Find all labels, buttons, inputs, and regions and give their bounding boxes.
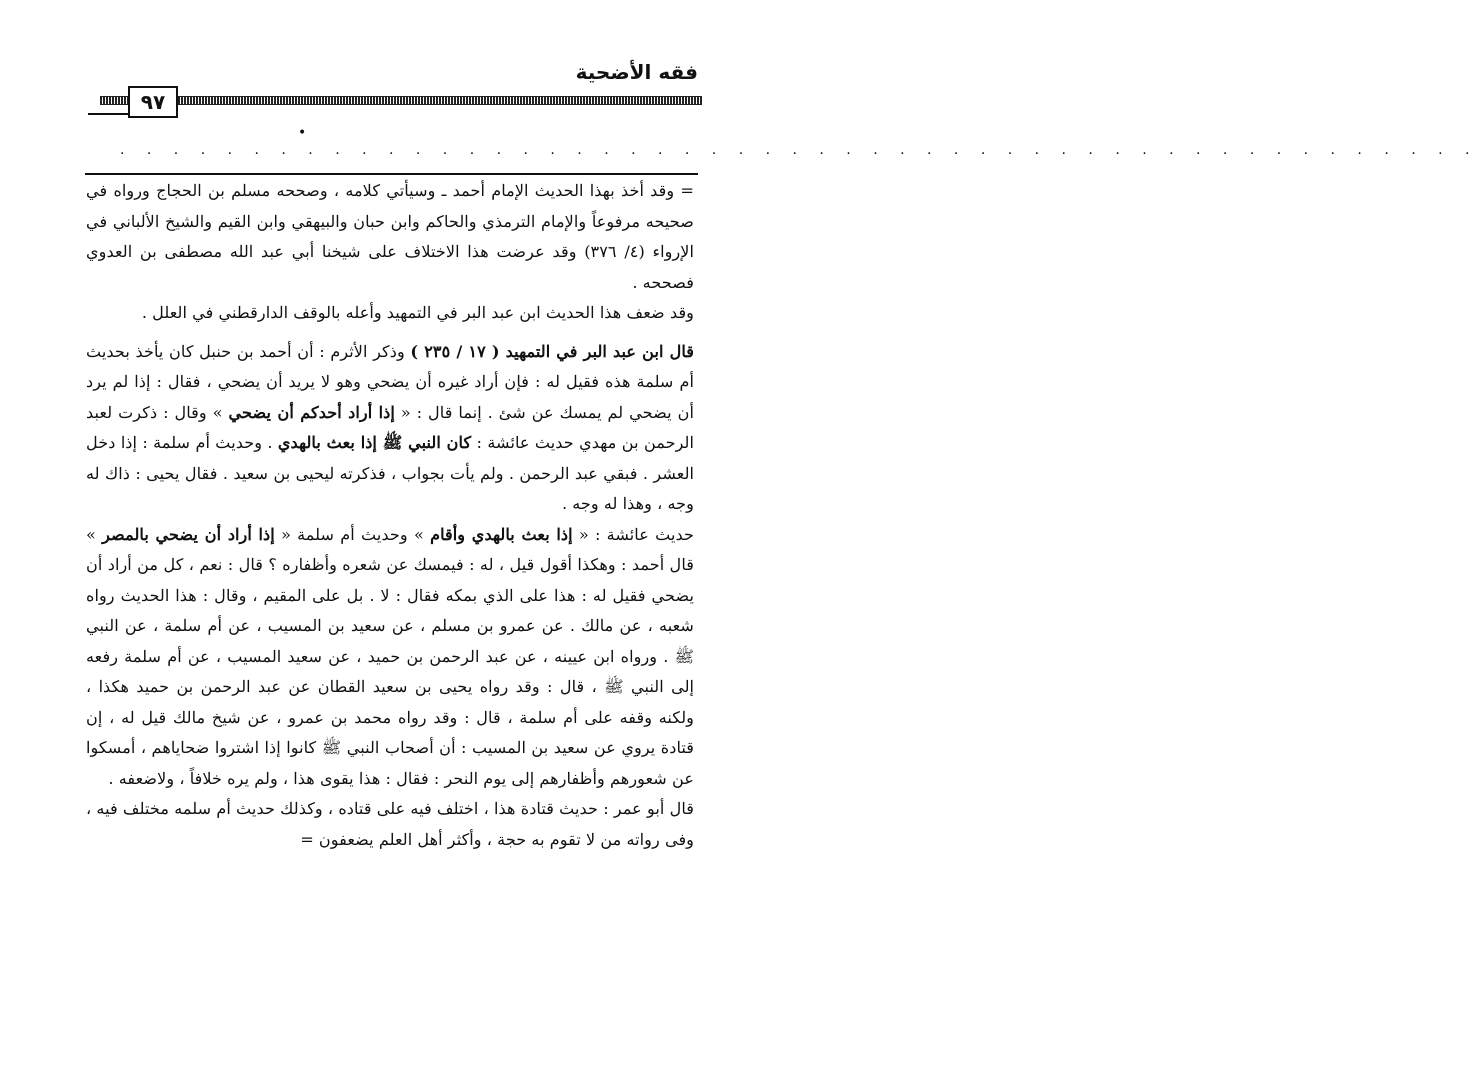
text-run: » وحديث أم سلمة « bbox=[274, 524, 431, 544]
text-run: . وحديث أم سلمة : إذا دخل العشر . فبقي عبد الرحمن . ولم يأت بجواب ، فذكرته ليحيى بن سعيد . فقال يحيى : ذاك له وجه ، وهذا له وجه . bbox=[86, 433, 694, 513]
running-header-title: فقه الأضحية bbox=[575, 60, 698, 84]
text-run: » وقال : ذكرت لعبد الرحمن بن مهدي حديث عائشة : bbox=[86, 402, 694, 452]
paragraph-4 bbox=[86, 520, 694, 795]
header-rule bbox=[100, 96, 702, 105]
paragraph-3 bbox=[86, 337, 694, 520]
page-number: ٩٧ bbox=[128, 86, 178, 118]
hadith-quote: إذا أراد أن يضحي بالمصر bbox=[102, 524, 275, 544]
header-rule-left bbox=[88, 113, 128, 115]
footnote-rule bbox=[85, 173, 698, 175]
paragraph-2: وقد ضعف هذا الحديث ابن عبد البر في التمهيد وأعله بالوقف الدارقطني في العلل . bbox=[141, 303, 694, 322]
text-run: » قال أحمد : وهكذا أقول قيل ، له : فيمسك عن شعره وأظفاره ؟ قال : نعم ، كل من أراد أن يضحي فقيل له : هذا على الذي بمكه فقال : لا . بل على المقيم ، وقال : هذا الحديث رواه شعبه ، عن مالك . عن عمرو بن مسلم ، عن سعيد بن المسيب ، عن أم سلمة ، عن النبي ﷺ . ورواه ابن عيينه ، عن عبد الرحمن بن حميد ، عن سعيد المسيب ، عن أم سلمة رفعه إلى النبي ﷺ ، قال : وقد رواه يحيى بن سعيد القطان عن عبد الرحمن بن حميد هكذا ، ولكنه وقفه على أم سلمة ، قال : وقد رواه محمد بن عمرو ، عن شيخ مالك قيل له ، إن قتادة يروي عن سعيد بن المسيب : أن أصحاب النبي ﷺ كانوا إذا اشتروا ضحاياهم ، أمسكوا عن شعورهم وأظفارهم إلى يوم النحر : فقال : هذا يقوى هذا ، ولم يره خلافاً ، ولاضعفه . bbox=[86, 524, 694, 788]
hadith-quote: إذا أراد أحدكم أن يضحي bbox=[228, 402, 395, 422]
citation-lead: قال ابن عبد البر في التمهيد ( ١٧ / ٢٣٥ ) bbox=[410, 341, 695, 361]
footnote-body bbox=[86, 176, 694, 855]
footnote-dot-separator: . . . . . . . . . . . . . . . . . . . . . . . . . . . . . . . . . . . . . . . . . . . . . . . . . . . bbox=[120, 142, 1478, 158]
hadith-quote: كان النبي ﷺ إذا بعث بالهدي bbox=[277, 433, 472, 452]
paragraph-1: = وقد أخذ بهذا الحديث الإمام أحمد ـ وسيأتي كلامه ، وصححه مسلم بن الحجاج ورواه في صحيحه مرفوعاً والإمام الترمذي والحاكم وابن حبان والبيهقي وابن القيم والشيخ الألباني في الإرواء (٤/ ٣٧٦) وقد عرضت هذا الاختلاف على شيخنا أبي عبد الله مصطفى بن العدوي فصححه . bbox=[86, 181, 694, 292]
paragraph-5: قال أبو عمر : حديث قتادة هذا ، اختلف فيه على قتاده ، وكذلك حديث أم سلمه مختلف فيه ، وفى رواته من لا تقوم به حجة ، وأكثر أهل العلم يضعفون = bbox=[86, 799, 694, 849]
text-run: حديث عائشة : « bbox=[572, 524, 694, 544]
text-run: وذكر الأثرم : أن أحمد بن حنبل كان يأخذ بحديث أم سلمة هذه فقيل له : فإن أراد غيره أن يضحي وهو لا يريد أن يضحي ، فقال : إذا لم يرد أن يضحي لم يمسك عن شئ . إنما قال : « bbox=[86, 341, 694, 422]
ornament-dot: • bbox=[298, 125, 307, 141]
hadith-quote: إذا بعث بالهدي وأقام bbox=[430, 524, 573, 544]
